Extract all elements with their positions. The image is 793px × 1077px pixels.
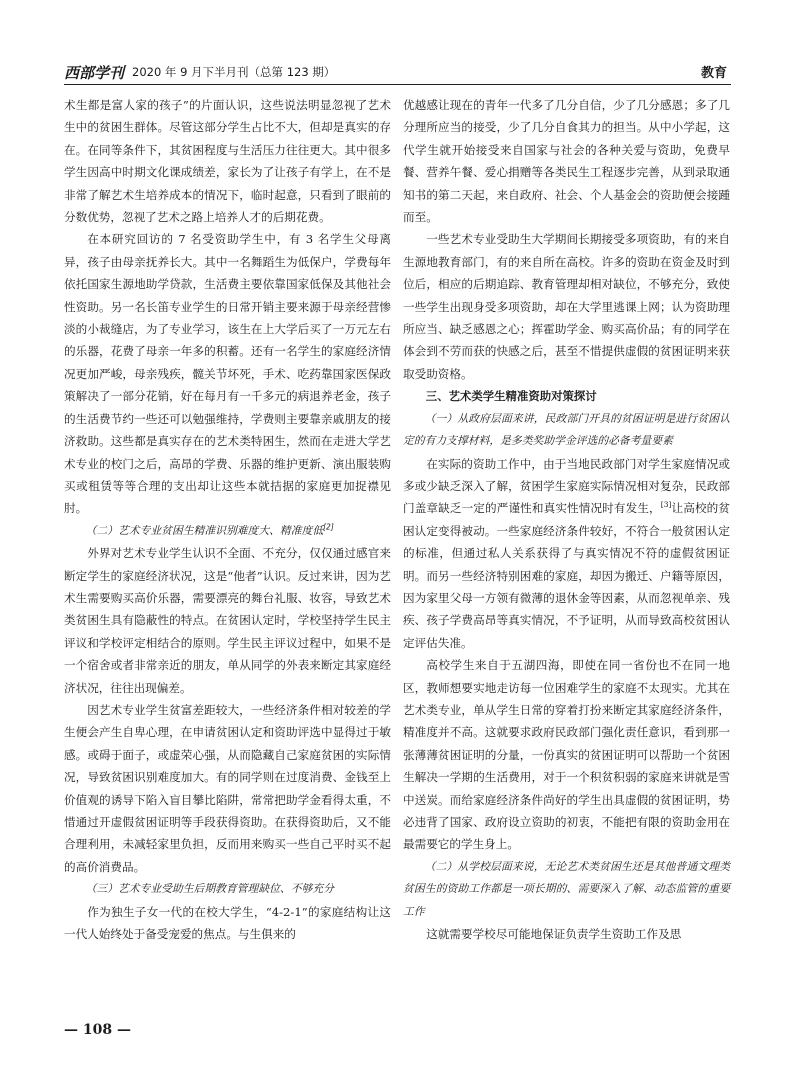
page-number: — 108 — bbox=[64, 1022, 131, 1038]
paragraph: 因艺术专业学生贫富差距较大，一些经济条件相对较差的学生便会产生自卑心理，在申请贫困认定和资助评选中显得过于敏感。或碍于面子，或虚荣心强，从而隐藏自己家庭贫困的实际情况，导致贫困识别难度加大。有的同学则在过度消费、金钱至上价值观的诱导下陷入盲目攀比陷阱，常常把助学金看得太重，不惜通过开虚假贫困证明等手段获得资助。在获得资助后，又不能合理利用，未减轻家里负担，反而用来购买一些自己平时买不起的高价消费品。 bbox=[64, 702, 391, 874]
subsection-heading: （二）从学校层面来说，无论艺术类贫困生还是其他普通文理类贫困生的资助工作都是一项长期的、需要深入了解、动态监管的重要工作 bbox=[403, 859, 730, 918]
right-column bbox=[403, 94, 730, 945]
journal-masthead: 西部学刊 bbox=[64, 64, 125, 82]
subsection-heading: （二）艺术专业贫困生精准识别难度大、精准度低[2] bbox=[85, 522, 334, 537]
page-header bbox=[64, 58, 731, 85]
citation-ref: [3] bbox=[660, 500, 672, 510]
issue-info: 2020 年 9 月下半月刊（总第 123 期） bbox=[132, 65, 336, 79]
paragraph: 作为独生子女一代的在校大学生，“4-2-1”的家庭结构让这一代人始终处于备受宠爱的焦点。与生俱来的 bbox=[64, 904, 391, 942]
left-column bbox=[64, 94, 391, 945]
paragraph: 外界对艺术专业学生认识不全面、不充分，仅仅通过感官来断定学生的家庭经济状况，这是“他者”认识。反过来讲，因为艺术生需要购买高价乐器，需要漂亮的舞台礼服、妆容，导致艺术类贫困生具有隐蔽性的特点。在贫困认定时，学校坚持学生民主评议和学校评定相结合的原则。学生民主评议过程中，如果不是一个宿舍或者非常亲近的朋友，单从同学的外表来断定其家庭经济状况，往往出现偏差。 bbox=[64, 546, 391, 695]
paragraph: 在实际的资助工作中，由于当地民政部门对学生家庭情况或多或少缺乏深入了解，贫困学生家庭实际情况相对复杂，民政部门盖章缺乏一定的严谨性和真实性情况时有发生，[3]让高校的贫困认定变得被动。一些家庭经济条件较好，不符合一般贫困认定的标准，但通过私人关系获得了与真实情况不符的虚假贫困证明。而另一些经济特别困难的家庭，却因为搬迁、户籍等原因，因为家里父母一方领有微薄的退休金等因素，从而忽视单亲、残疾、孩子学费高昂等真实情况，不予证明，从而导致高校贫困认定评估失准。 bbox=[403, 456, 730, 650]
citation-ref: [2] bbox=[323, 522, 334, 532]
paragraph: 优越感让现在的青年一代多了几分自信，少了几分感恩；多了几分理所应当的接受，少了几分自食其力的担当。从中小学起，这代学生就开始接受来自国家与社会的各种关爱与资助，免费早餐、营养午餐、爱心捐赠等各类民生工程逐步完善，从到录取通知书的第二天起，来自政府、社会、个人基金会的资助便会接踵而至。 bbox=[403, 98, 730, 225]
paragraph: 在本研究回访的 7 名受资助学生中，有 3 名学生父母离异，孩子由母亲抚养长大。其中一名舞蹈生为低保户，学费每年依托国家生源地助学贷款，生活费主要依靠国家低保及其他社会性资助。另一名长笛专业学生的日常开销主要来源于母亲经营惨淡的小裁缝店，为了专业学习，该生在上大学后买了一万元左右的乐器，花费了母亲一年多的积蓄。还有一名学生的家庭经济情况更加严峻，母亲残疾，髋关节坏死，手术、吃药靠国家医保政策解决了一部分花销，好在每月有一千多元的病退养老金，孩子的生活费节约一些还可以勉强维持，学费则主要靠亲戚朋友的接济救助。这些都是真实存在的艺术类特困生，然而在走进大学艺术专业的校门之后，高昂的学费、乐器的维护更新、演出服装购买或租赁等等合理的支出却让这些本就拮据的家庭更加捉襟见肘。 bbox=[64, 232, 391, 516]
section-heading: 三、艺术类学生精准资助对策探讨 bbox=[425, 389, 597, 404]
subsection-heading: （三）艺术专业受助生后期教育管理缺位、不够充分 bbox=[85, 882, 334, 896]
paragraph: 高校学生来自于五湖四海，即使在同一省份也不在同一地区，教师想要实地走访每一位困难学生的家庭不太现实。尤其在艺术类专业，单从学生日常的穿着打扮来断定其家庭经济条件，精准度并不高。这就要求政府民政部门强化责任意识，看到那一张薄薄贫困证明的分量，一份真实的贫困证明可以帮助一个贫困生解决一学期的生活费用，对于一个积贫积弱的家庭来讲就是雪中送炭。而给家庭经济条件尚好的学生出具虚假的贫困证明，势必违背了国家、政府设立资助的初衷，不能把有限的资助金用在最需要它的学生身上。 bbox=[403, 658, 730, 852]
paragraph: 术生都是富人家的孩子”的片面认识，这些说法明显忽视了艺术生中的贫困生群体。尽管这部分学生占比不大，但却是真实的存在。在同等条件下，其贫困程度与生活压力往往更大。其中很多学生因高中时期文化课成绩差，家长为了让孩子有学上，在不是非常了解艺术生培养成本的情况下，临时起意，只看到了眼前的分数优势，忽视了艺术之路上培养人才的后期花费。 bbox=[64, 98, 391, 225]
subsection-heading: （一）从政府层面来讲，民政部门开具的贫困证明是进行贫困认定的有力支撑材料，是多类奖助学金评选的必备考量要素 bbox=[403, 411, 730, 448]
paragraph: 这就需要学校尽可能地保证负责学生资助工作及思 bbox=[426, 927, 682, 942]
section-label: 教育 bbox=[700, 66, 727, 81]
paragraph: 一些艺术专业受助生大学期间长期接受多项资助，有的来自生源地教育部门，有的来自所在高校。许多的资助在资金及时到位后，相应的后期追踪、教育管理却相对缺位，不够充分，致使一些学生出现身受多项资助，却在大学里逃课上网；认为资助理所应当、缺乏感恩之心；挥霍助学金、购买高价品；有的同学在体会到不劳而获的快感之后，甚至不惜提供虚假的贫困证明来获取受助资格。 bbox=[403, 232, 730, 381]
